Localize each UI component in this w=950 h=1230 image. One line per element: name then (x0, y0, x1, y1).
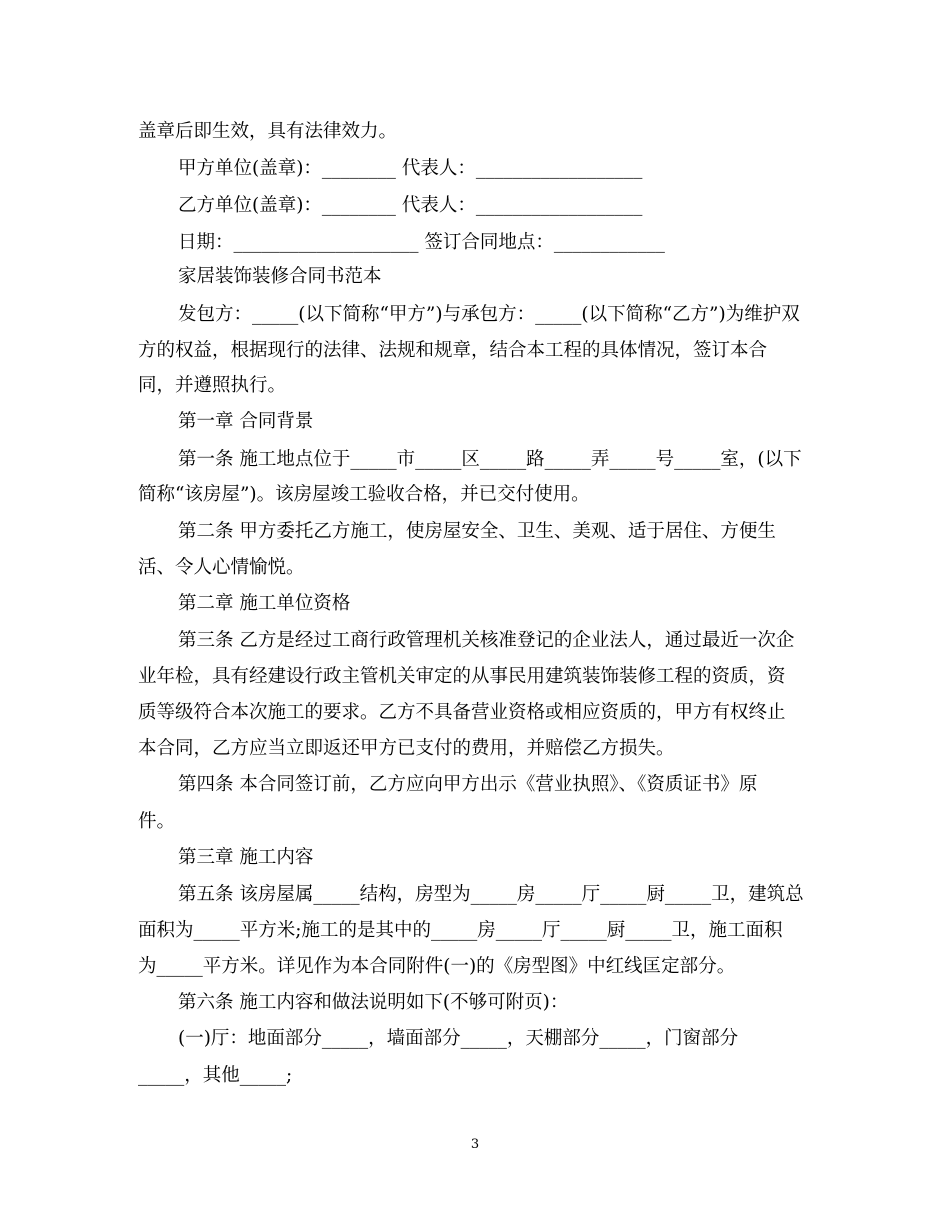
text-line: (一)厅：地面部分_____，墙面部分_____，天棚部分_____，门窗部分 (178, 1028, 739, 1049)
page-number: 3 (470, 1137, 480, 1152)
text-line: 为_____平方米。详见作为本合同附件(一)的《房型图》中红线匡定部分。 (138, 956, 736, 977)
text-line: 件。 (138, 811, 176, 832)
chapter-heading: 第二章 施工单位资格 (178, 593, 351, 614)
text-line: _____，其他_____; (138, 1065, 293, 1086)
text-line: 同，并遵照执行。 (138, 375, 287, 396)
text-line: 第二条 甲方委托乙方施工，使房屋安全、卫生、美观、适于居住、方便生 (178, 521, 776, 542)
text-line: 乙方单位(盖章)：________ 代表人：__________________ (178, 195, 643, 216)
text-line: 第五条 该房屋属_____结构，房型为_____房_____厅_____厨_____卫，建筑总 (178, 884, 804, 905)
text-line: 日期：____________________ 签订合同地点：____________ (178, 232, 665, 253)
text-line: 盖章后即生效，具有法律效力。 (138, 121, 398, 142)
text-line: 业年检，具有经建设行政主管机关审定的从事民用建筑装饰装修工程的资质，资 (138, 666, 786, 687)
text-line: 第四条 本合同签订前，乙方应向甲方出示《营业执照》、《资质证书》原 (178, 774, 758, 795)
text-line: 第一条 施工地点位于_____市_____区_____路_____弄_____号_____室，(以下 (178, 449, 802, 470)
text-line: 第六条 施工内容和做法说明如下(不够可附页)： (178, 992, 569, 1013)
chapter-heading: 第三章 施工内容 (178, 847, 314, 868)
text-line: 简称“该房屋”)。该房屋竣工验收合格，并已交付使用。 (138, 484, 590, 505)
text-line: 第三条 乙方是经过工商行政管理机关核准登记的企业法人，通过最近一次企 (178, 630, 795, 651)
text-line: 发包方：_____(以下简称“甲方”)与承包方：_____(以下简称“乙方”)为维护双 (178, 304, 800, 325)
section-heading: 家居装饰装修合同书范本 (178, 266, 382, 287)
text-line: 面积为_____平方米;施工的是其中的_____房_____厅_____厨_____卫，施工面积 (138, 920, 783, 941)
text-line: 方的权益，根据现行的法律、法规和规章，结合本工程的具体情况，签订本合 (138, 340, 768, 361)
text-line: 质等级符合本次施工的要求。乙方不具备营业资格或相应资质的，甲方有权终止 (138, 702, 786, 723)
text-line: 活、令人心情愉悦。 (138, 557, 305, 578)
text-line: 本合同，乙方应当立即返还甲方已支付的费用，并赔偿乙方损失。 (138, 738, 675, 759)
chapter-heading: 第一章 合同背景 (178, 411, 314, 432)
text-line: 甲方单位(盖章)：________ 代表人：__________________ (178, 158, 643, 179)
